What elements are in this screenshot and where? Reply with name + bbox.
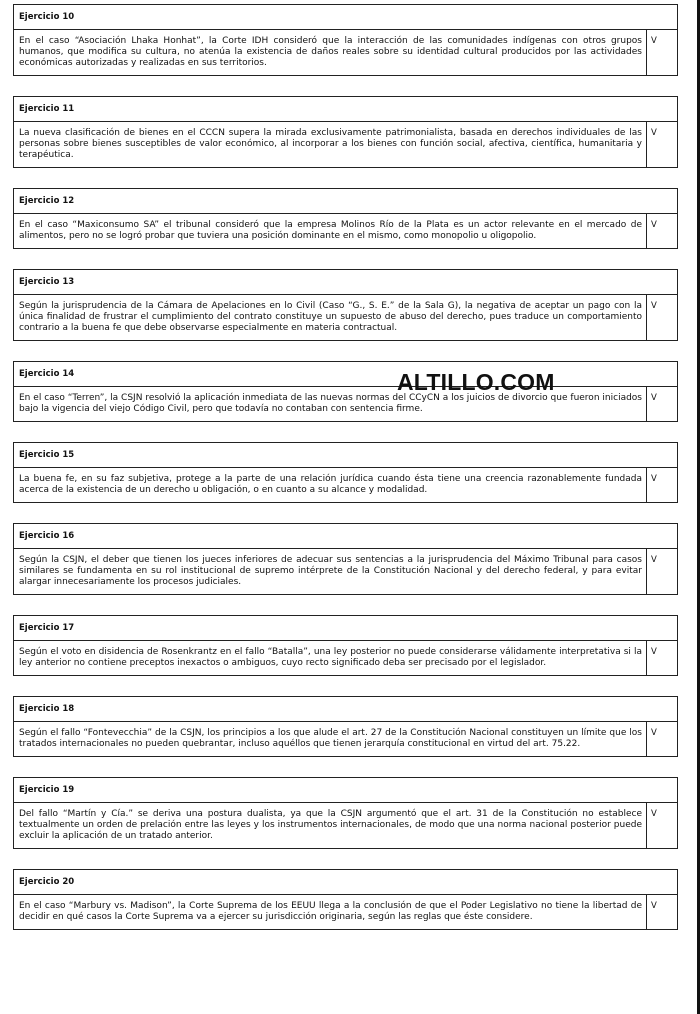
exercise-title: Ejercicio 13 (14, 270, 677, 295)
exercise-block (13, 523, 678, 595)
exercise-answer: V (651, 555, 657, 565)
exercise-block (13, 777, 678, 849)
exercise-answer: V (651, 901, 657, 911)
exercise-list (13, 4, 678, 950)
exercise-statement: En el caso “Marbury vs. Madison”, la Corte Suprema de los EEUU llega a la conclusión de que el Poder Legislativo no tiene la libertad de decidir en qué casos la Corte Suprema va a ejercer su jurisdicción originaria, según las reglas que éste considere. (14, 895, 647, 929)
exercise-answer: V (651, 474, 657, 484)
exercise-block (13, 615, 678, 676)
exercise-title: Ejercicio 20 (14, 870, 677, 895)
exercise-statement: Del fallo “Martín y Cía.” se deriva una postura dualista, ya que la CSJN argumentó que el art. 31 de la Constitución no establece textualmente un orden de prelación entre las leyes y los instrumentos internacionales, de modo que una norma nacional posterior puede excluir la aplicación de un tratado anterior. (14, 803, 647, 848)
exercise-body (14, 468, 677, 502)
exercise-statement: Según la jurisprudencia de la Cámara de Apelaciones en lo Civil (Caso “G., S. E.” de la Sala G), la negativa de aceptar un pago con la única finalidad de frustrar el cumplimiento del contrato constituye un supuesto de abuso del derecho, pues traduce un comportamiento contrario a la buena fe que debe observarse especialmente en materia contractual. (14, 295, 647, 340)
exercise-title: Ejercicio 15 (14, 443, 677, 468)
exercise-title: Ejercicio 11 (14, 97, 677, 122)
exercise-title: Ejercicio 10 (14, 5, 677, 30)
exercise-body (14, 722, 677, 756)
exercise-answer: V (651, 647, 657, 657)
exercise-answer: V (651, 809, 657, 819)
exercise-title: Ejercicio 12 (14, 189, 677, 214)
exercise-block (13, 96, 678, 168)
exercise-answer: V (651, 728, 657, 738)
exercise-statement: En el caso “Maxiconsumo SA” el tribunal consideró que la empresa Molinos Río de la Plata es un actor relevante en el mercado de alimentos, pero no se logró probar que tuviera una posición dominante en el mismo, como monopolio u oligopolio. (14, 214, 647, 248)
exercise-title: Ejercicio 18 (14, 697, 677, 722)
exercise-block (13, 269, 678, 341)
exercise-body (14, 295, 677, 340)
exercise-body (14, 30, 677, 75)
exercise-statement: La nueva clasificación de bienes en el CCCN supera la mirada exclusivamente patrimonialista, basada en derechos individuales de las personas sobre bienes susceptibles de valor económico, al incorporar a los bienes con función social, afectiva, científica, humanitaria y terapéutica. (14, 122, 647, 167)
exercise-title: Ejercicio 14 (14, 362, 677, 387)
exercise-block (13, 696, 678, 757)
exercise-answer: V (651, 220, 657, 230)
exercise-statement: En el caso “Asociación Lhaka Honhat”, la Corte IDH consideró que la interacción de las comunidades indígenas con otros grupos humanos, que modifica su cultura, no atenúa la existencia de daños reales sobre su identidad cultural producidos por las actividades económicas autorizadas y realizadas en sus territorios. (14, 30, 647, 75)
exercise-body (14, 122, 677, 167)
exercise-statement: Según el voto en disidencia de Rosenkrantz en el fallo “Batalla”, una ley posterior no puede considerarse válidamente interpretativa si la ley anterior no contiene preceptos inexactos o ambiguos, cuyo recto significado deba ser precisado por el legislador. (14, 641, 647, 675)
exercise-body (14, 641, 677, 675)
exercise-title: Ejercicio 17 (14, 616, 677, 641)
exercise-statement: Según el fallo “Fontevecchia” de la CSJN, los principios a los que alude el art. 27 de la Constitución Nacional constituyen un límite que los tratados internacionales no pueden quebrantar, incluso aquéllos que tienen jerarquía constitucional en virtud del art. 75.22. (14, 722, 647, 756)
exercise-block (13, 361, 678, 422)
exercise-block (13, 442, 678, 503)
watermark: ALTILLO.COM (397, 369, 555, 395)
exercise-statement: En el caso “Terren”, la CSJN resolvió la aplicación inmediata de las nuevas normas del CCyCN a los juicios de divorcio que fueron iniciados bajo la vigencia del viejo Código Civil, pero que todavía no contaban con sentencia firme. (14, 387, 647, 421)
exercise-body (14, 387, 677, 421)
exercise-block (13, 188, 678, 249)
exercise-body (14, 214, 677, 248)
exercise-statement: Según la CSJN, el deber que tienen los jueces inferiores de adecuar sus sentencias a la jurisprudencia del Máximo Tribunal para casos similares se fundamenta en su rol institucional de supremo intérprete de la Constitución Nacional y del derecho federal, y para evitar alargar innecesariamente los procesos judiciales. (14, 549, 647, 594)
exercise-body (14, 895, 677, 929)
exercise-answer: V (651, 36, 657, 46)
exercise-answer: V (651, 128, 657, 138)
exercise-answer: V (651, 393, 657, 403)
exercise-block (13, 4, 678, 76)
exercise-body (14, 803, 677, 848)
exercise-body (14, 549, 677, 594)
exercise-statement: La buena fe, en su faz subjetiva, protege a la parte de una relación jurídica cuando ésta tiene una creencia razonablemente fundada acerca de la existencia de un derecho u obligación, o en cuanto a su alcance y modalidad. (14, 468, 647, 502)
exercise-answer: V (651, 301, 657, 311)
exercise-title: Ejercicio 16 (14, 524, 677, 549)
exercise-block (13, 869, 678, 930)
exercise-title: Ejercicio 19 (14, 778, 677, 803)
